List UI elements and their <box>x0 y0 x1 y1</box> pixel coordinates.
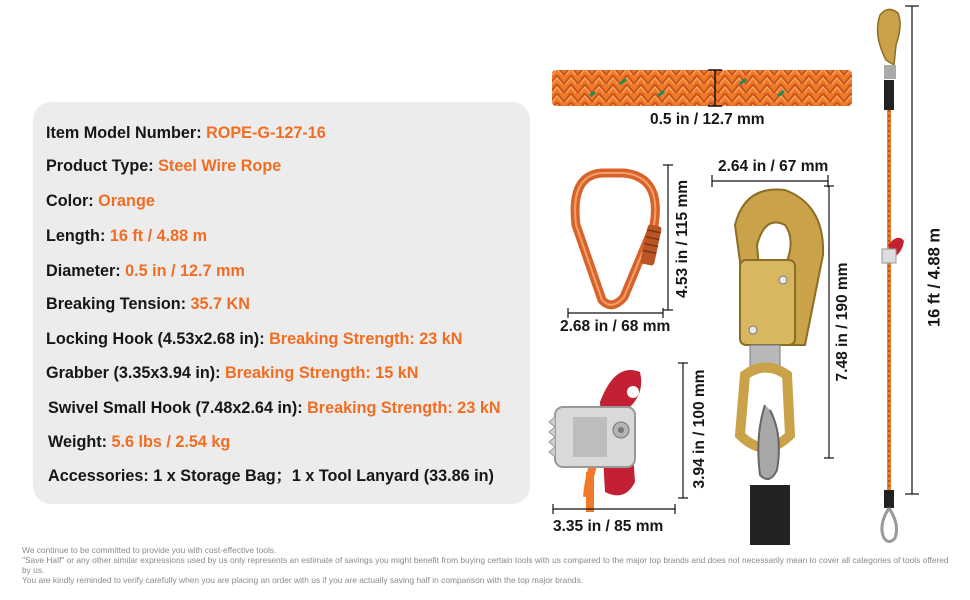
spec-row-type: Product Type: Steel Wire Rope <box>46 157 282 175</box>
spec-row-color: Color: Orange <box>46 192 155 210</box>
carabiner-height-label: 4.53 in / 115 mm <box>674 179 691 299</box>
swivel-snap-hook-image <box>715 185 830 545</box>
snap-hook-height-line <box>824 186 834 458</box>
spec-row-accessories: Accessories: 1 x Storage Bag；1 x Tool Lanyard (33.86 in) <box>48 467 494 485</box>
lanyard-length-line <box>905 6 919 494</box>
carabiner-height-line <box>663 165 673 310</box>
grabber-width-line <box>553 504 675 514</box>
lanyard-length-label: 16 ft / 4.88 m <box>925 227 944 328</box>
grabber-height-line <box>678 363 688 498</box>
spec-row-grabber: Grabber (3.35x3.94 in): Breaking Strength: 15 kN <box>46 364 419 382</box>
spec-row-breaking-tension: Breaking Tension: 35.7 KN <box>46 295 250 313</box>
disclaimer-line: We continue to be committed to provide you with cost-effective tools. <box>22 545 277 555</box>
carabiner-width-line <box>568 308 663 318</box>
spec-row-length: Length: 16 ft / 4.88 m <box>46 227 208 245</box>
spec-row-model: Item Model Number: ROPE-G-127-16 <box>46 124 326 142</box>
spec-row-locking-hook: Locking Hook (4.53x2.68 in): Breaking Strength: 23 kN <box>46 330 463 348</box>
disclaimer-line: You are kindly reminded to verify carefully when you are placing an order with us if you are actually saving half in comparison with the top major brands. <box>22 575 584 585</box>
rope-grabber-image <box>545 362 675 512</box>
spec-row-weight: Weight: 5.6 lbs / 2.54 kg <box>48 433 231 451</box>
disclaimer <box>22 545 957 585</box>
spec-row-swivel-hook: Swivel Small Hook (7.48x2.64 in): Breaking Strength: 23 kN <box>48 399 501 417</box>
snap-hook-width-label: 2.64 in / 67 mm <box>718 158 829 175</box>
disclaimer-line: "Save Half" or any other similar expressions used by us only represents an estimate of savings you might benefit from buying certain tools with us compared to the major top brands and does not necessarily mean to cover all categories of tools offered by us. <box>22 555 949 575</box>
rope-segment-image <box>550 66 855 110</box>
grabber-width-label: 3.35 in / 85 mm <box>553 518 664 535</box>
grabber-height-label: 3.94 in / 100 mm <box>691 369 708 489</box>
locking-carabiner-image <box>562 165 672 315</box>
rope-diameter-label: 0.5 in / 12.7 mm <box>650 111 765 128</box>
snap-hook-height-label: 7.48 in / 190 mm <box>834 262 851 382</box>
spec-row-diameter: Diameter: 0.5 in / 12.7 mm <box>46 262 245 280</box>
carabiner-width-label: 2.68 in / 68 mm <box>560 318 671 335</box>
